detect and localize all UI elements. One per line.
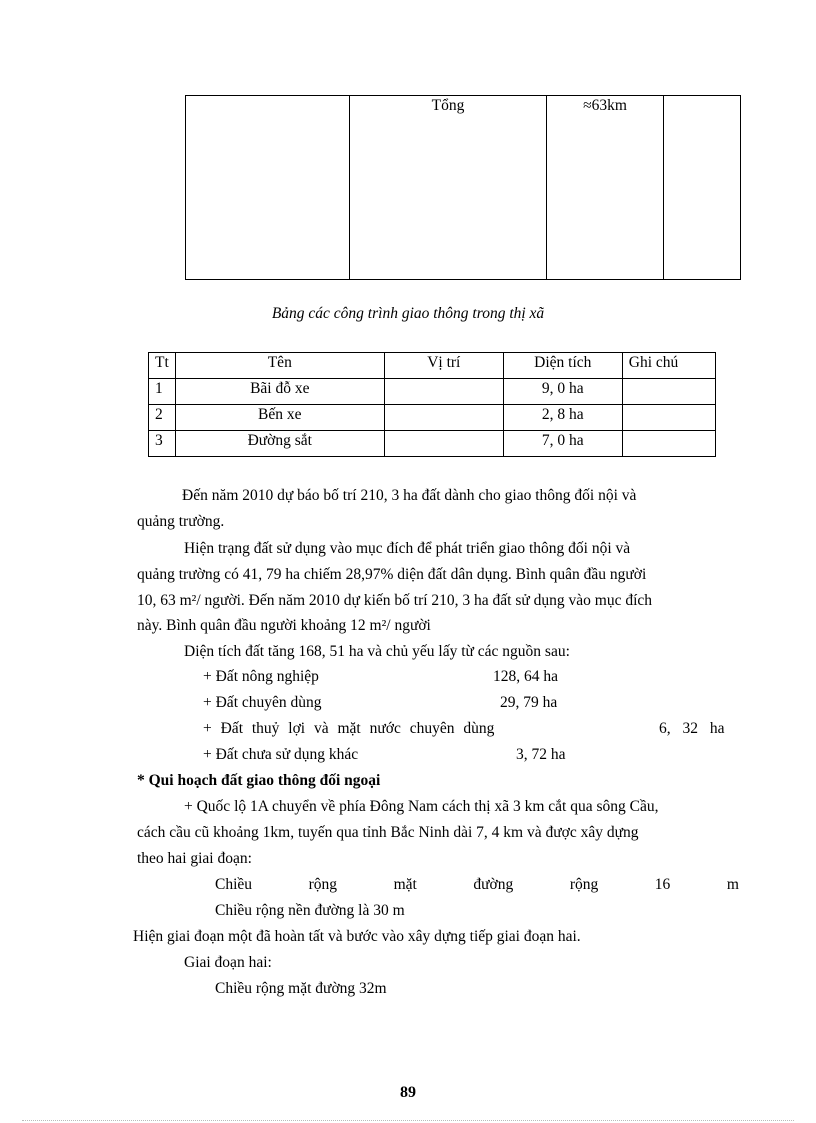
cell-note <box>622 379 715 405</box>
paragraph-2-line-2: quảng trường có 41, 79 ha chiếm 28,97% diện đất dân dụng. Bình quân đầu người <box>137 566 647 583</box>
summary-cell-note <box>664 96 741 280</box>
paragraph-1-line-2: quảng trường. <box>137 513 225 530</box>
word: rộng <box>308 876 338 893</box>
cell-note <box>622 405 715 431</box>
word: m <box>726 876 739 893</box>
source-label: + Đất nông nghiệp <box>203 668 319 685</box>
paragraph-2-line-4: này. Bình quân đầu người khoảng 12 m²/ người <box>137 617 431 634</box>
external-line-3: theo hai giai đoạn: <box>137 850 252 867</box>
transport-table <box>148 352 716 457</box>
word: rộng <box>569 876 599 893</box>
table-header-row <box>149 353 716 379</box>
phase-two-width: Chiều rộng mặt đường 32m <box>215 980 387 997</box>
table-row <box>149 379 716 405</box>
table-caption: Bảng các công trình giao thông trong thị xã <box>271 305 545 322</box>
summary-cell-total-value: ≈63km <box>547 96 664 280</box>
cell-tt: 3 <box>149 431 176 457</box>
summary-cell-empty <box>186 96 350 280</box>
paragraph-1-line-1: Đến năm 2010 dự báo bố trí 210, 3 ha đất dành cho giao thông đối nội và <box>182 487 637 504</box>
road-width-line <box>215 872 739 898</box>
cell-location <box>384 379 503 405</box>
source-value: 3, 72 ha <box>516 746 566 763</box>
header-name: Tên <box>175 353 384 379</box>
header-location: Vị trí <box>384 353 503 379</box>
source-label: + Đất thuỷ lợi và mặt nước chuyên dùng <box>203 720 495 737</box>
cell-location <box>384 431 503 457</box>
source-value: 29, 79 ha <box>500 694 558 711</box>
cell-name: Đường sắt <box>175 431 384 457</box>
word: mặt <box>393 876 417 893</box>
source-value: 6, 32 ha <box>659 720 725 737</box>
page-number: 89 <box>400 1084 416 1101</box>
word: 16 <box>654 876 671 893</box>
paragraph-3: Diện tích đất tăng 168, 51 ha và chủ yếu lấy từ các nguồn sau: <box>184 643 570 660</box>
phase-two-label: Giai đoạn hai: <box>184 954 272 971</box>
foundation-width: Chiều rộng nền đường là 30 m <box>215 902 405 919</box>
cell-name: Bến xe <box>175 405 384 431</box>
source-label: + Đất chưa sử dụng khác <box>203 746 359 763</box>
cell-name: Bãi đỗ xe <box>175 379 384 405</box>
cell-note <box>622 431 715 457</box>
word: đường <box>473 876 514 893</box>
cell-area: 7, 0 ha <box>503 431 622 457</box>
summary-table <box>185 95 741 280</box>
cell-tt: 2 <box>149 405 176 431</box>
source-label: + Đất chuyên dùng <box>203 694 322 711</box>
external-line-1: + Quốc lộ 1A chuyển về phía Đông Nam cách thị xã 3 km cắt qua sông Cầu, <box>184 798 659 815</box>
section-heading: * Qui hoạch đất giao thông đối ngoại <box>137 772 381 789</box>
header-area: Diện tích <box>503 353 622 379</box>
header-tt: Tt <box>149 353 176 379</box>
phase-one-status: Hiện giai đoạn một đã hoàn tất và bước vào xây dựng tiếp giai đoạn hai. <box>133 928 581 945</box>
footer-divider <box>22 1120 794 1121</box>
cell-tt: 1 <box>149 379 176 405</box>
external-line-2: cách cầu cũ khoảng 1km, tuyến qua tỉnh Bắc Ninh dài 7, 4 km và được xây dựng <box>137 824 639 841</box>
word: Chiều <box>215 876 253 893</box>
cell-location <box>384 405 503 431</box>
table-row <box>149 405 716 431</box>
source-value: 128, 64 ha <box>493 668 559 685</box>
cell-area: 9, 0 ha <box>503 379 622 405</box>
summary-cell-total-label: Tổng <box>350 96 547 280</box>
paragraph-2-line-1: Hiện trạng đất sử dụng vào mục đích để phát triển giao thông đối nội và <box>184 540 631 557</box>
cell-area: 2, 8 ha <box>503 405 622 431</box>
header-note: Ghi chú <box>622 353 715 379</box>
table-row <box>149 431 716 457</box>
paragraph-2-line-3: 10, 63 m²/ người. Đến năm 2010 dự kiến bố trí 210, 3 ha đất sử dụng vào mục đích <box>137 592 653 609</box>
